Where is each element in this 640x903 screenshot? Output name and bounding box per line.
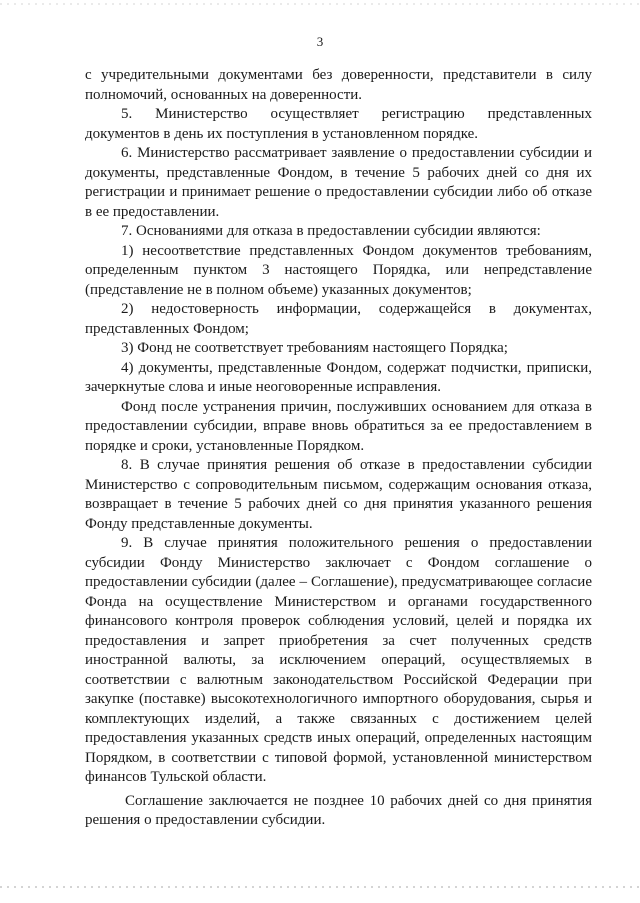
paragraph-8: 8. В случае принятия решения об отказе в предоставлении субсидии Министерство с сопроводительным письмом, содержащим основания отказа, возвращает в течение 5 рабочих дней со дня принятия указанного решения Фонду представленные документы. xyxy=(85,457,592,532)
paragraph-6: 6. Министерство рассматривает заявление о предоставлении субсидии и документы, представленные Фондом, в течение 5 рабочих дней со дня их регистрации и принимает решение о предоставлении субсидии либо об отказе в ее предоставлении. xyxy=(85,145,592,220)
paragraph-9: 9. В случае принятия положительного решения о предоставлении субсидии Фонду Министерство заключает с Фондом соглашение о предоставлении субсидии (далее – Соглашение), предусматривающее согласие Фонда на осуществление Министерством и органами государственного финансового контроля проверок соблюдения условий, целей и порядка их предоставления и запрет приобретения за счет полученных средств иностранной валюты, за исключением операций, осуществляемых в соответствии с валютным законодательством Российской Федерации при закупке (поставке) высокотехнологичного импортного оборудования, сырья и комплектующих изделий, а также связанных с достижением целей предоставления указанных средств иных операций, определенных настоящим Порядком, в соответствии с типовой формой, установленной министерством финансов Тульской области. xyxy=(85,535,592,785)
paragraph-continuation: с учредительными документами без доверенности, представители в силу полномочий, основанных на доверенности. xyxy=(85,67,592,103)
paragraph-reapply: Фонд после устранения причин, послуживших основанием для отказа в предоставлении субсидии, вправе вновь обратиться за ее предоставлением в порядке и сроки, установленные Порядком. xyxy=(85,398,592,454)
list-item-4: 4) документы, представленные Фондом, содержат подчистки, приписки, зачеркнутые слова и иные неоговоренные исправления. xyxy=(85,359,592,395)
paragraph-7: 7. Основаниями для отказа в предоставлении субсидии являются: xyxy=(121,223,541,239)
list-item-1: 1) несоответствие представленных Фондом документов требованиям, определенным пунктом 3 настоящего Порядка, или непредставление (представление не в полном объеме) указанных документов; xyxy=(85,242,592,298)
paragraph-5: 5. Министерство осуществляет регистрацию представленных документов в день их поступления в установленном порядке. xyxy=(85,106,592,142)
scan-artifact-top xyxy=(0,3,640,5)
scan-artifact-bottom xyxy=(0,886,640,888)
page-number: 3 xyxy=(316,34,324,49)
list-item-2: 2) недостоверность информации, содержащейся в документах, представленных Фондом; xyxy=(85,301,592,337)
list-item-3: 3) Фонд не соответствует требованиям настоящего Порядка; xyxy=(121,340,508,356)
document-body xyxy=(85,66,592,831)
paragraph-agreement-deadline: Соглашение заключается не позднее 10 рабочих дней со дня принятия решения о предоставлении субсидии. xyxy=(85,792,592,828)
